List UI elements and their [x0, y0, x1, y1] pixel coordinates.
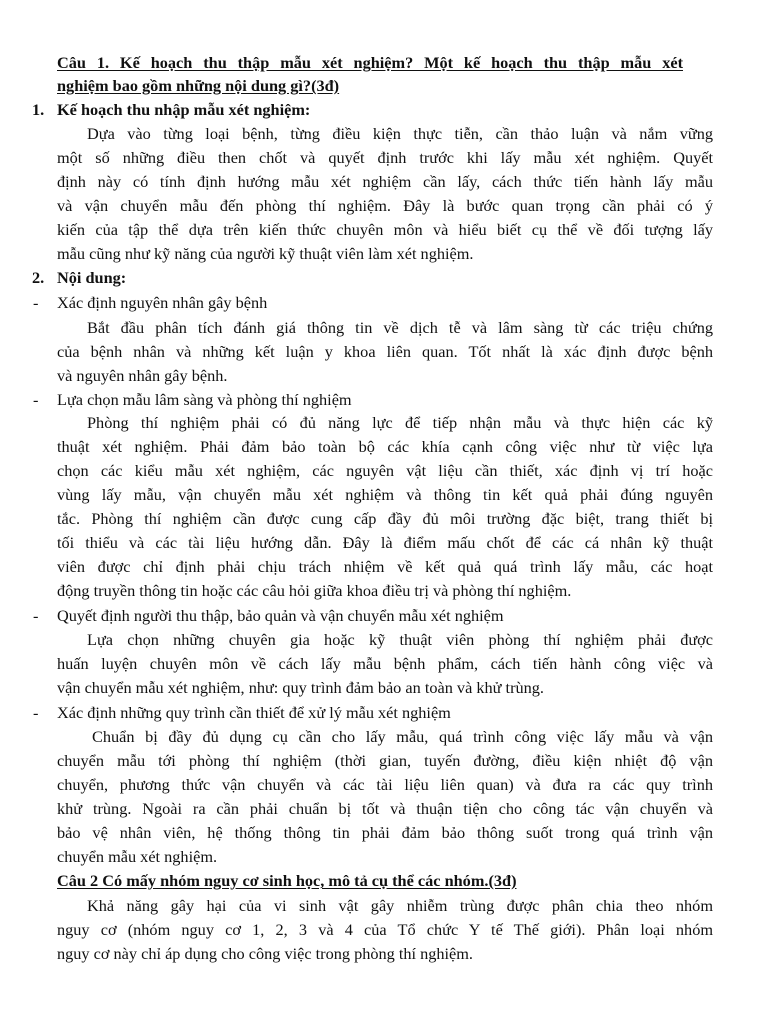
paragraph-line: và nguyên nhân gây bệnh.: [57, 366, 228, 385]
paragraph-line: Khả năng gây hại của vi sinh vật gây nhiễm trùng được phân chia theo nhóm: [87, 896, 713, 915]
section-2-number: 2.: [32, 268, 45, 287]
paragraph-line: vận chuyển mẫu xét nghiệm, như: quy trình đảm bảo an toàn và khử trùng.: [57, 678, 544, 697]
section-2-heading: Nội dung:: [57, 268, 127, 287]
paragraph-line: và vận chuyển mẫu đến phòng thí nghiệm. Đây là bước quan trọng cần phải có ý: [57, 196, 713, 215]
paragraph-line: chuyển mẫu tới phòng thí nghiệm (thời gian, tuyến đường, điều kiện nhiệt độ vận: [57, 751, 713, 770]
paragraph-line: một số những điều then chốt và quyết định trước khi lấy mẫu xét nghiệm. Quyết: [57, 148, 713, 167]
paragraph-line: chuyển mẫu xét nghiệm.: [57, 847, 218, 866]
bullet-dash: -: [33, 293, 39, 312]
section-1-number: 1.: [32, 100, 45, 119]
item-3-label: Quyết định người thu thập, bảo quản và vận chuyển mẫu xét nghiệm: [57, 606, 504, 625]
paragraph-line: động truyền thông tin hoặc các câu hỏi giữa khoa điều trị và phòng thí nghiệm.: [57, 581, 572, 600]
paragraph-line: Phòng thí nghiệm phải có đủ năng lực để tiếp nhận mẫu và thực hiện các kỹ: [87, 413, 713, 432]
paragraph-line: khử trùng. Ngoài ra cần phải chuẩn bị tốt và thuận tiện cho công tác vận chuyển và: [57, 799, 713, 818]
paragraph-line: huấn luyện chuyên môn về cách lấy mẫu bệnh phẩm, cách tiến hành công việc và: [57, 654, 713, 673]
bullet-dash: -: [33, 606, 39, 625]
paragraph-line: Chuẩn bị đầy đủ dụng cụ cần cho lấy mẫu, quá trình công việc lấy mẫu và vận: [92, 727, 713, 746]
section-1-heading: Kế hoạch thu nhập mẫu xét nghiệm:: [57, 100, 311, 119]
paragraph-line: chọn các kiểu mẫu xét nghiệm, các nguyên vật liệu cần thiết, xác định vị trí hoặc: [57, 461, 713, 480]
paragraph-line: Dựa vào từng loại bệnh, từng điều kiện thực tiễn, cần thảo luận và nắm vững: [87, 124, 713, 143]
paragraph-line: vùng lấy mẫu, vận chuyển mẫu xét nghiệm và thông tin kết quả phải đúng nguyên: [57, 485, 713, 504]
question-1-title-line-1: Câu 1. Kế hoạch thu thập mẫu xét nghiệm? Một kế hoạch thu thập mẫu xét: [57, 53, 683, 72]
item-4-label: Xác định những quy trình cần thiết để xử lý mẫu xét nghiệm: [57, 703, 451, 722]
paragraph-line: Lựa chọn những chuyên gia hoặc kỹ thuật viên phòng thí nghiệm phải được: [87, 630, 713, 649]
question-1-title-line-2: nghiệm bao gồm những nội dung gì?(3đ): [57, 76, 340, 95]
question-2-title: Câu 2 Có mấy nhóm nguy cơ sinh học, mô tả cụ thể các nhóm.(3đ): [57, 871, 517, 890]
paragraph-line: của bệnh nhân và những kết luận y khoa liên quan. Tốt nhất là xác định được bệnh: [57, 342, 713, 361]
paragraph-line: kiến của tập thể dựa trên kiến thức chuyên môn và hiểu biết cụ thể về đối tượng lấy: [57, 220, 713, 239]
paragraph-line: bảo vệ nhân viên, hệ thống thông tin phải đảm bảo thông suốt trong quá trình vận: [57, 823, 713, 842]
paragraph-line: mẫu cũng như kỹ năng của người kỹ thuật viên làm xét nghiệm.: [57, 244, 474, 263]
paragraph-line: viên được chỉ định phải chịu trách nhiệm về kết quả quá trình lấy mẫu, các hoạt: [57, 557, 713, 576]
paragraph-line: tắc. Phòng thí nghiệm cần được cung cấp đầy đủ môi trường đặc biệt, trang thiết bị: [57, 509, 713, 528]
paragraph-line: định này có tính định hướng mẫu xét nghiệm cần lấy, cách thức tiến hành lấy mẫu: [57, 172, 713, 191]
bullet-dash: -: [33, 703, 39, 722]
paragraph-line: nguy cơ này chỉ áp dụng cho công việc trong phòng thí nghiệm.: [57, 944, 474, 963]
paragraph-line: thuật xét nghiệm. Phải đảm bảo toàn bộ các khía cạnh công việc như từ việc lựa: [57, 437, 713, 456]
paragraph-line: chuyển, phương thức vận chuyển và các tài liệu liên quan) và đưa ra các quy trình: [57, 775, 713, 794]
paragraph-line: Bắt đầu phân tích đánh giá thông tin về dịch tễ và lâm sàng từ các triệu chứng: [87, 318, 713, 337]
paragraph-line: nguy cơ (nhóm nguy cơ 1, 2, 3 và 4 của Tổ chức Y tế Thế giới). Phân loại nhóm: [57, 920, 713, 939]
bullet-dash: -: [33, 390, 39, 409]
item-2-label: Lựa chọn mẫu lâm sàng và phòng thí nghiệm: [57, 390, 352, 409]
paragraph-line: tối thiểu và các tài liệu hướng dẫn. Đây là điểm mấu chốt để các cá nhân kỹ thuật: [57, 533, 713, 552]
item-1-label: Xác định nguyên nhân gây bệnh: [57, 293, 268, 312]
